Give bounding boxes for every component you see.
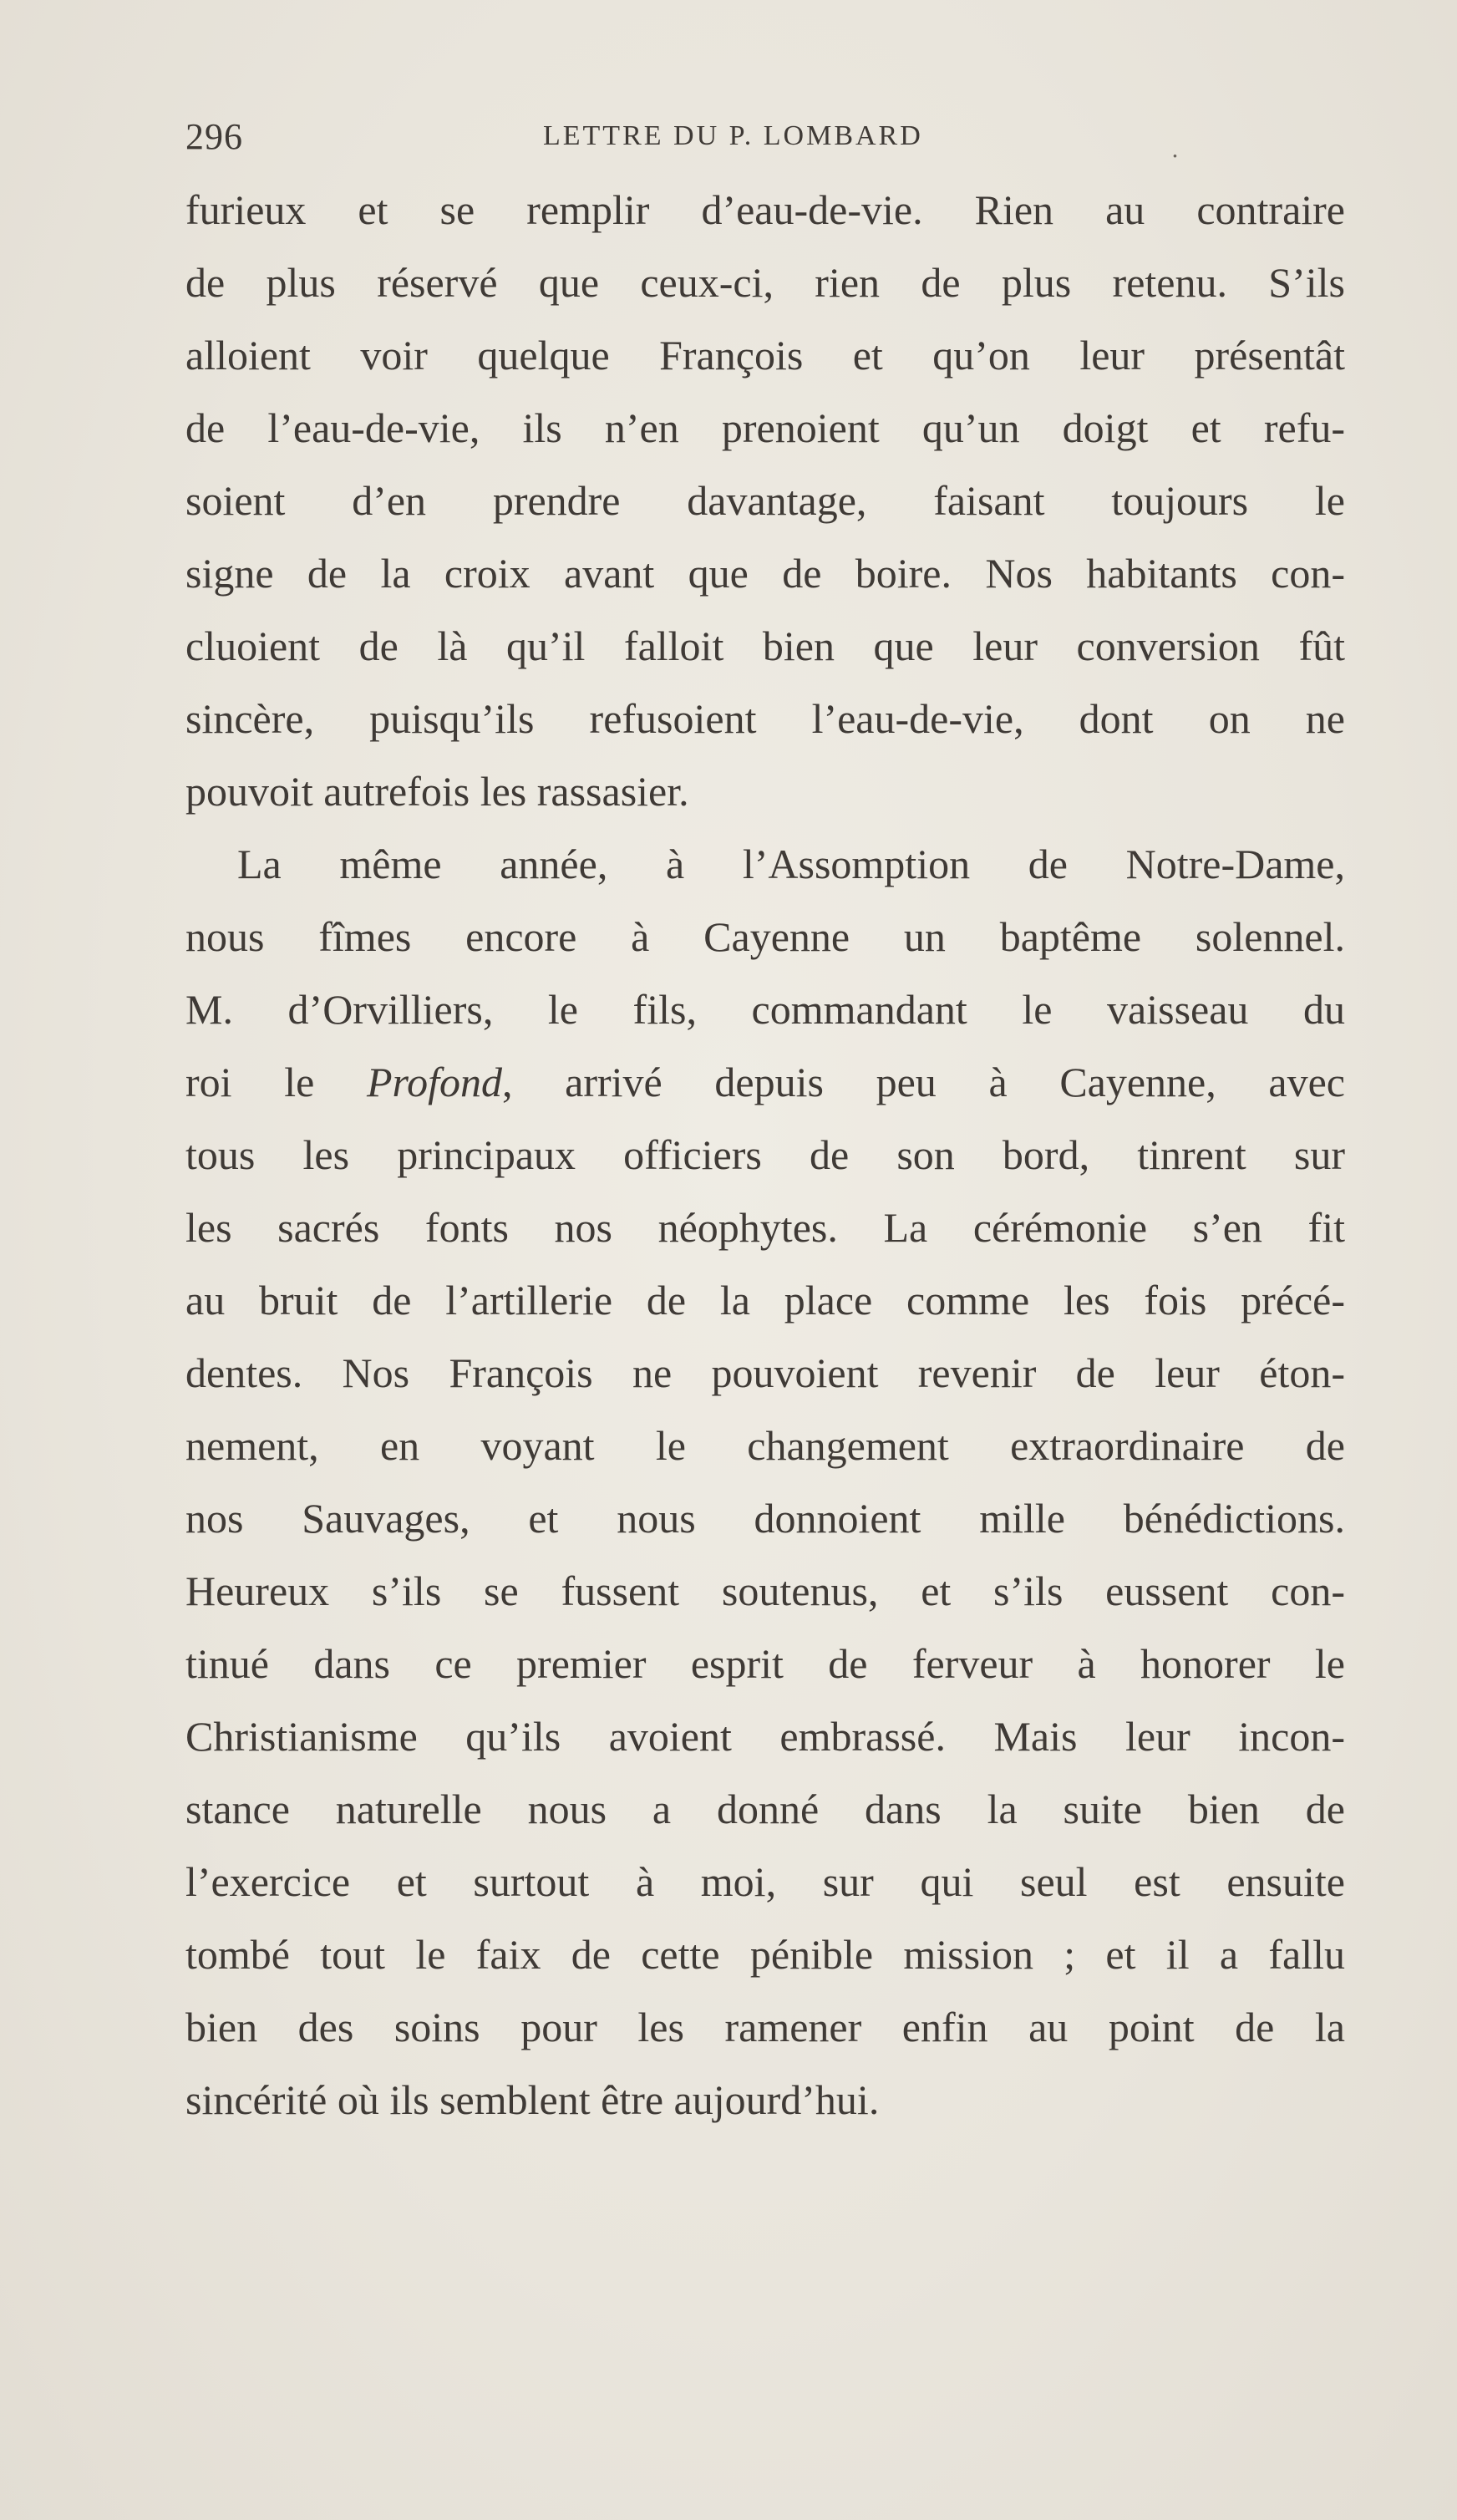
text-line: pouvoit autrefois les rassasier.	[185, 768, 689, 815]
text-line: de l’eau-de-vie, ils n’en prenoient qu’un doigt et refu-	[185, 404, 1345, 451]
text-line: dentes. Nos François ne pouvoient revenir de leur éton-	[185, 1349, 1345, 1396]
text-line: tinué dans ce premier esprit de ferveur à honorer le	[185, 1640, 1345, 1687]
text-line: l’exercice et surtout à moi, sur qui seul est ensuite	[185, 1858, 1345, 1905]
text-line: nous fîmes encore à Cayenne un baptême solennel.	[185, 913, 1345, 960]
text-line: au bruit de l’artillerie de la place comme les fois précé-	[185, 1277, 1345, 1324]
paragraph-start-line: La même année, à l’Assomption de Notre-Dame,	[237, 841, 1345, 887]
text-line: les sacrés fonts nos néophytes. La cérémonie s’en fit	[185, 1204, 1345, 1251]
ship-name-italic: Profond	[366, 1059, 502, 1105]
running-head: LETTRE DU P. LOMBARD	[543, 120, 923, 151]
text-line: Christianisme qu’ils avoient embrassé. Mais leur incon-	[185, 1713, 1345, 1760]
text-line: bien des soins pour les ramener enfin au point de la	[185, 2004, 1345, 2050]
text-line-with-italic	[185, 1046, 1345, 1119]
text-line: cluoient de là qu’il falloit bien que leur conversion fût	[185, 622, 1345, 669]
text-line: soient d’en prendre davantage, faisant toujours le	[185, 477, 1345, 524]
text-line: stance naturelle nous a donné dans la suite bien de	[185, 1786, 1345, 1832]
text-fragment: roi le	[185, 1059, 367, 1105]
text-line: M. d’Orvilliers, le fils, commandant le vaisseau du	[185, 986, 1345, 1033]
text-line: sincère, puisqu’ils refusoient l’eau-de-vie, dont on ne	[185, 695, 1345, 742]
text-fragment: , arrivé depuis peu à Cayenne, avec	[502, 1059, 1345, 1105]
text-line: Heureux s’ils se fussent soutenus, et s’ils eussent con-	[185, 1567, 1345, 1614]
text-line: furieux et se remplir d’eau-de-vie. Rien au contraire	[185, 186, 1345, 233]
text-line: de plus réservé que ceux-ci, rien de plus retenu. S’ils	[185, 259, 1345, 306]
text-line: signe de la croix avant que de boire. Nos habitants con-	[185, 550, 1345, 597]
text-line: tombé tout le faix de cette pénible mission ; et il a fallu	[185, 1931, 1345, 1978]
text-line: tous les principaux officiers de son bord, tinrent sur	[185, 1131, 1345, 1178]
text-line: sincérité où ils semblent être aujourd’hui.	[185, 2076, 880, 2123]
text-line: nos Sauvages, et nous donnoient mille bénédictions.	[185, 1495, 1345, 1542]
text-line: alloient voir quelque François et qu’on leur présentât	[185, 332, 1345, 379]
text-line: nement, en voyant le changement extraordinaire de	[185, 1422, 1345, 1469]
page-number: 296	[185, 116, 243, 157]
body-text	[185, 174, 1345, 2136]
stray-mark: .	[1171, 135, 1179, 163]
page-header	[185, 115, 1338, 165]
